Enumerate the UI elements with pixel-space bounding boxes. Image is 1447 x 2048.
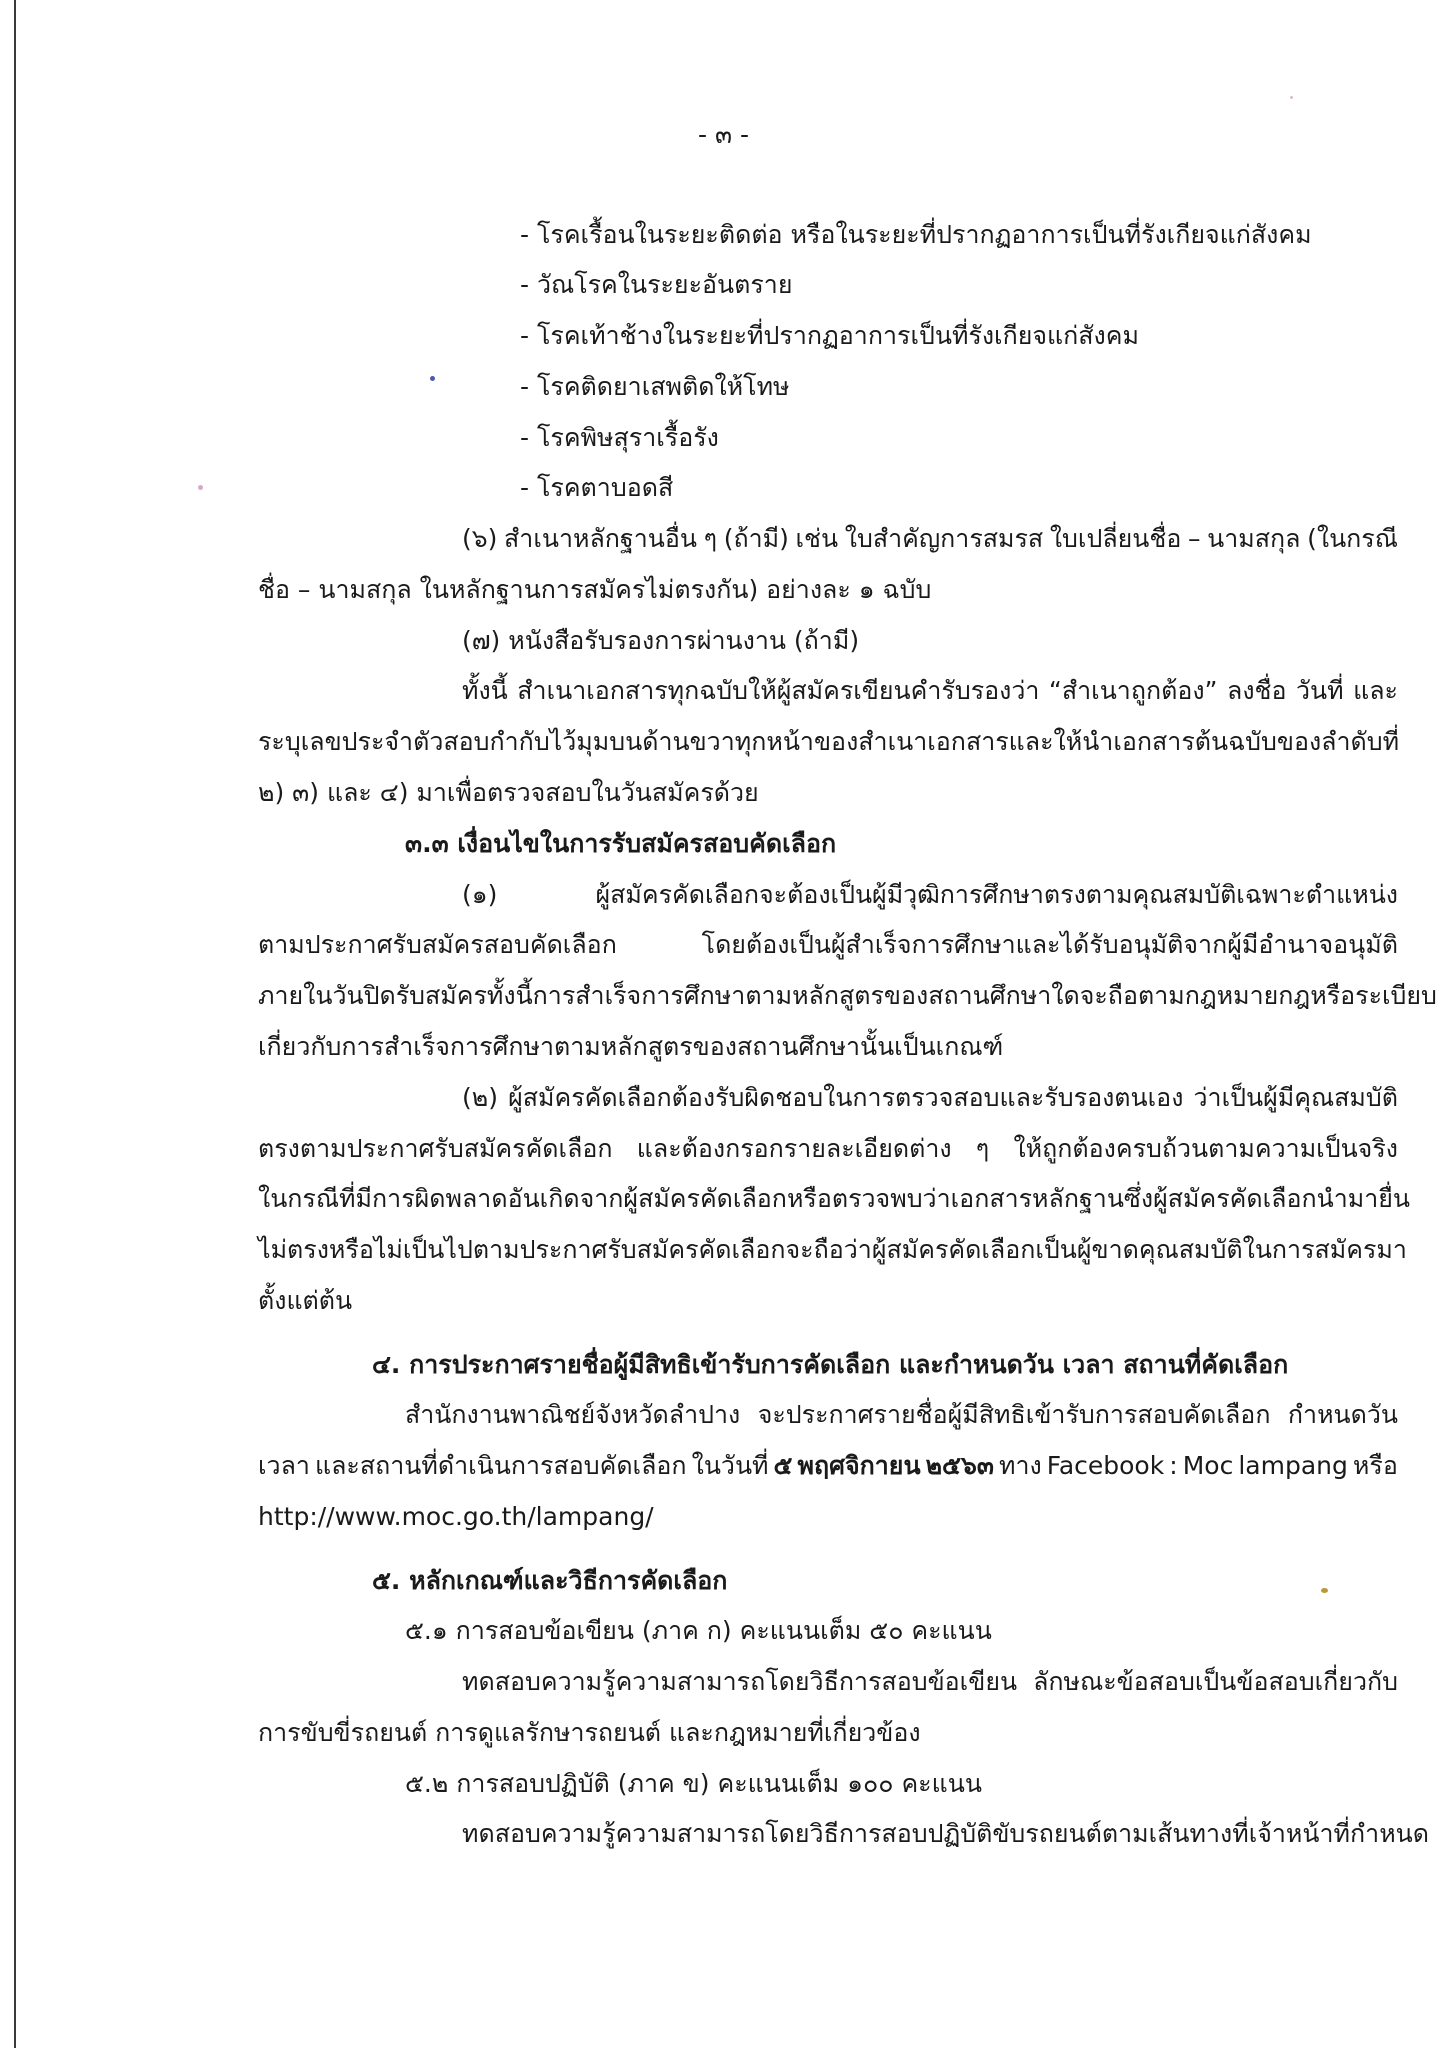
scan-edge-line [14,0,16,2048]
scan-speck [1290,96,1293,99]
cond-2-line-1: (๒) ผู้สมัครคัดเลือกต้องรับผิดชอบในการตรวจสอบและรับรองตนเอง ว่าเป็นผู้มีคุณสมบัติ [462,1083,1398,1112]
item-7: (๗) หนังสือรับรองการผ่านงาน (ถ้ามี) [462,626,860,655]
certify-line-2: ระบุเลขประจำตัวสอบกำกับไว้มุมบนด้านขวาทุกหน้าของสำเนาเอกสาร และให้นำเอกสารต้นฉบับของลำดับที่ [258,727,1400,756]
section-5-heading: ๕. หลักเกณฑ์และวิธีการคัดเลือก [372,1566,728,1595]
cond-1-line-2: ตามประกาศรับสมัครสอบคัดเลือก โดยต้องเป็นผู้สำเร็จการศึกษาและได้รับอนุมัติจากผู้มีอำนาจอนุมัติ [258,930,1398,959]
scan-speck [1321,1588,1328,1593]
disease-item: - โรคเท้าช้างในระยะที่ปรากฏอาการเป็นที่รังเกียจแก่สังคม [520,321,1139,350]
section-4-heading: ๔. การประกาศรายชื่อผู้มีสิทธิเข้ารับการคัดเลือก และกำหนดวัน เวลา สถานที่คัดเลือก [372,1350,1289,1379]
section-4-line-2: เวลา และสถานที่ดำเนินการสอบคัดเลือก ในวันที่ ๕ พฤศจิกายน ๒๕๖๓ ทาง Facebook : Moc lampang หรือ [258,1451,1398,1480]
page-number: - ๓ - [697,120,750,149]
section-4-url: http://www.moc.go.th/lampang/ [258,1502,654,1531]
disease-item: - วัณโรคในระยะอันตราย [520,270,793,299]
cond-2-line-4: ไม่ตรงหรือไม่เป็นไปตามประกาศรับสมัครคัดเลือก จะถือว่าผู้สมัครคัดเลือกเป็นผู้ขาดคุณสมบัติในการสมัครมา [258,1235,1407,1264]
scan-speck [430,376,435,381]
disease-item: - โรคตาบอดสี [520,473,674,502]
section-4-line-1: สำนักงานพาณิชย์จังหวัดลำปาง จะประกาศรายชื่อผู้มีสิทธิเข้ารับการสอบคัดเลือก กำหนดวัน [405,1400,1398,1429]
item-6-line-1: (๖) สำเนาหลักฐานอื่น ๆ (ถ้ามี) เช่น ใบสำคัญการสมรส ใบเปลี่ยนชื่อ – นามสกุล (ในกรณี [462,524,1398,553]
item-6-line-2: ชื่อ – นามสกุล ในหลักฐานการสมัครไม่ตรงกัน) อย่างละ ๑ ฉบับ [258,575,932,604]
section-5-1-title: ๕.๑ การสอบข้อเขียน (ภาค ก) คะแนนเต็ม ๕๐ คะแนน [405,1616,992,1645]
disease-item: - โรคพิษสุราเรื้อรัง [520,423,719,452]
section-5-2-title: ๕.๒ การสอบปฏิบัติ (ภาค ข) คะแนนเต็ม ๑๐๐ คะแนน [405,1769,982,1798]
scan-speck [198,485,203,490]
disease-item: - โรคติดยาเสพติดให้โทษ [520,372,790,401]
section-5-1-line-1: ทดสอบความรู้ความสามารถโดยวิธีการสอบข้อเขียน ลักษณะข้อสอบเป็นข้อสอบเกี่ยวกับ [462,1667,1398,1696]
certify-line-1: ทั้งนี้ สำเนาเอกสารทุกฉบับให้ผู้สมัครเขียนคำรับรองว่า “สำเนาถูกต้อง” ลงชื่อ วันที่ และ [462,676,1398,705]
cond-2-line-3: ในกรณีที่มีการผิดพลาดอันเกิดจากผู้สมัครคัดเลือก หรือตรวจพบว่าเอกสารหลักฐาน ซึ่งผู้สมัครคัดเลือกนำมายื่น [258,1184,1410,1213]
section-5-2-line-1: ทดสอบความรู้ความสามารถโดยวิธีการสอบปฏิบัติขับรถยนต์ ตามเส้นทางที่เจ้าหน้าที่กำหนด [462,1819,1429,1848]
cond-1-line-4: เกี่ยวกับการสำเร็จการศึกษาตามหลักสูตรของสถานศึกษานั้นเป็นเกณฑ์ [258,1032,1004,1061]
cond-1-line-3: ภายในวันปิดรับสมัคร ทั้งนี้ การสำเร็จการศึกษาตามหลักสูตรของสถานศึกษาใด จะถือตามกฎหมาย กฎหรือระเบียบ [258,981,1437,1010]
cond-2-line-5: ตั้งแต่ต้น [258,1286,353,1315]
section-3-3-heading: ๓.๓ เงื่อนไขในการรับสมัครสอบคัดเลือก [405,829,837,858]
cond-2-line-2: ตรงตามประกาศรับสมัครคัดเลือก และต้องกรอกรายละเอียดต่าง ๆ ให้ถูกต้องครบถ้วนตามความเป็นจริง [258,1134,1398,1163]
certify-line-3: ๒) ๓) และ ๔) มาเพื่อตรวจสอบในวันสมัครด้วย [258,778,759,807]
section-5-1-line-2: การขับขี่รถยนต์ การดูแลรักษารถยนต์ และกฎหมายที่เกี่ยวข้อง [258,1718,921,1747]
disease-item: - โรคเรื้อนในระยะติดต่อ หรือในระยะที่ปรากฏอาการเป็นที่รังเกียจแก่สังคม [520,220,1312,249]
cond-1-line-1: (๑) ผู้สมัครคัดเลือกจะต้องเป็นผู้มีวุฒิการศึกษาตรงตามคุณสมบัติเฉพาะตำแหน่ง [462,880,1398,909]
